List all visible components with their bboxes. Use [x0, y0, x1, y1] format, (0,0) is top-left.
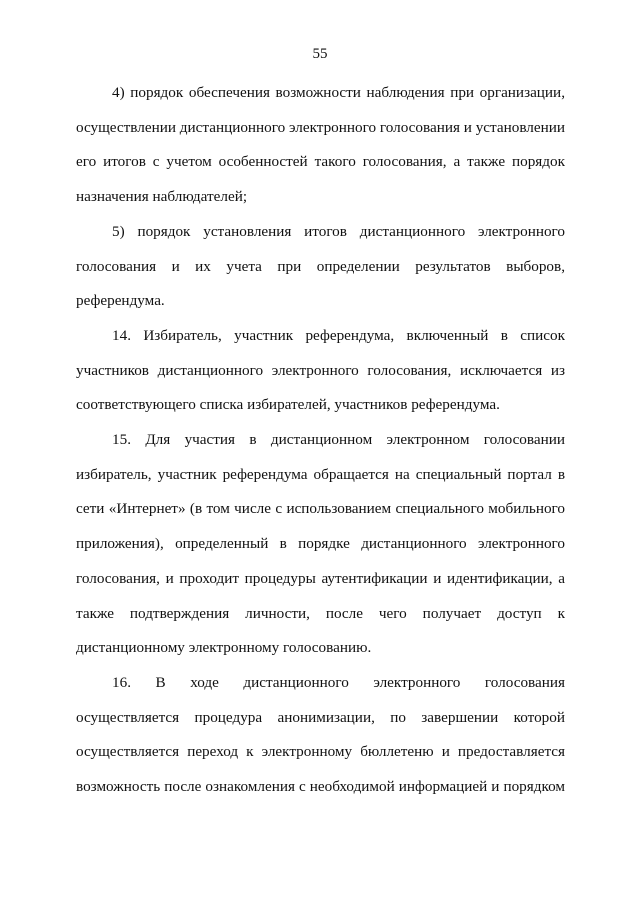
text-line: голосования и их учета при определении результатов выборов,	[76, 257, 565, 275]
paragraph-15	[76, 423, 565, 666]
text-line: осуществляется процедура анонимизации, по завершении которой	[76, 708, 565, 726]
paragraph-item-4	[76, 76, 565, 215]
text-line: возможность после ознакомления с необходимой информацией и порядком	[76, 778, 565, 796]
text-line: референдума.	[76, 292, 165, 310]
text-line: 14. Избиратель, участник референдума, включенный в список	[112, 326, 565, 344]
text-line: осуществляется переход к электронному бюллетеню и предоставляется	[76, 743, 565, 761]
paragraph-item-5	[76, 215, 565, 319]
paragraph-16	[76, 666, 565, 805]
text-line: сети «Интернет» (в том числе с использованием специального мобильного	[76, 500, 565, 518]
text-line: 4) порядок обеспечения возможности наблюдения при организации,	[112, 84, 565, 101]
text-line: дистанционному электронному голосованию.	[76, 639, 372, 657]
document-body	[76, 76, 565, 805]
text-line: избиратель, участник референдума обращается на специальный портал в	[76, 465, 565, 483]
text-line: участников дистанционного электронного голосования, исключается из	[76, 361, 565, 379]
page-number: 55	[312, 46, 328, 62]
text-line: 16. В ходе дистанционного электронного голосования	[112, 673, 565, 691]
text-line: голосования, и проходит процедуры аутентификации и идентификации, а	[76, 569, 565, 587]
text-line: назначения наблюдателей;	[76, 188, 248, 206]
paragraph-14	[76, 319, 565, 423]
text-line: соответствующего списка избирателей, участников референдума.	[76, 396, 500, 414]
text-line: осуществлении дистанционного электронного голосования и установлении	[76, 118, 565, 136]
text-line: его итогов с учетом особенностей такого голосования, а также порядок	[76, 153, 565, 171]
text-line: также подтверждения личности, после чего получает доступ к	[76, 604, 565, 622]
text-line: приложения), определенный в порядке дистанционного электронного	[76, 535, 565, 553]
text-line: 5) порядок установления итогов дистанционного электронного	[112, 222, 565, 240]
text-line: 15. Для участия в дистанционном электронном голосовании	[112, 431, 565, 449]
